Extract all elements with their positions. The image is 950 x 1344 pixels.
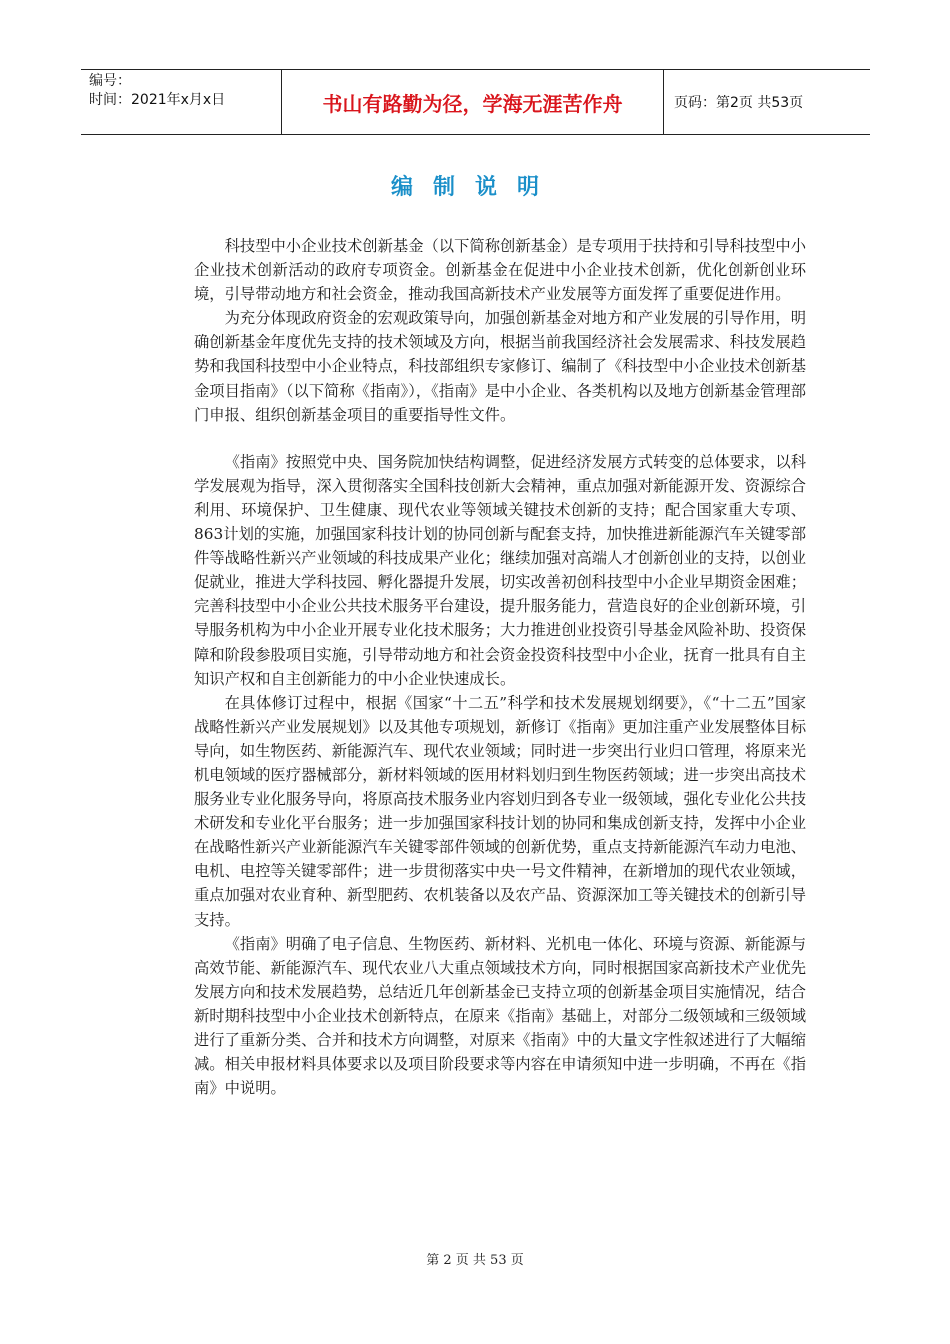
paragraph: 为充分体现政府资金的宏观政策导向，加强创新基金对地方和产业发展的引导作用，明确创新基金年度优先支持的技术领域及方向，根据当前我国经济社会发展需求、科技发展趋势和我国科技型中小企业特点，科技部组织专家修订、编制了《科技型中小企业技术创新基金项目指南》（以下简称《指南》），《指南》是中小企业、各类机构以及地方创新基金管理部门申报、组织创新基金项目的重要指导性文件。 [194, 309, 806, 424]
paragraph: 《指南》按照党中央、国务院加快结构调整，促进经济发展方式转变的总体要求，以科学发展观为指导，深入贯彻落实全国科技创新大会精神，重点加强对新能源开发、资源综合利用、环境保护、卫生健康、现代农业等领域关键技术创新的支持；配合国家重大专项、863计划的实施，加强国家科技计划的协同创新与配套支持，加快推进新能源汽车关键零部件等战略性新兴产业领域的科技成果产业化；继续加强对高端人才创新创业的支持，以创业促就业，推进大学科技园、孵化器提升发展，切实改善初创科技型中小企业早期资金困难；完善科技型中小企业公共技术服务平台建设，提升服务能力，营造良好的企业创新环境，引导服务机构为中小企业开展专业化技术服务；大力推进创业投资引导基金风险补助、投资保障和阶段参股项目实施，引导带动地方和社会资金投资科技型中小企业，抚育一批具有自主知识产权和自主创新能力的中小企业快速成长。 [194, 452, 806, 688]
paragraph: 科技型中小企业技术创新基金（以下简称创新基金）是专项用于扶持和引导科技型中小企业技术创新活动的政府专项资金。创新基金在促进中小企业技术创新，优化创新创业环境，引导带动地方和社会资金，推动我国高新技术产业发展等方面发挥了重要促进作用。 [194, 237, 806, 304]
header-motto: 书山有路勤为径，学海无涯苦作舟 [282, 70, 664, 134]
page-header [81, 69, 870, 135]
header-page-label: 页码：第2页 共53页 [674, 95, 804, 111]
paragraph: 在具体修订过程中，根据《国家“十二五”科学和技术发展规划纲要》，《“十二五”国家战略性新兴产业发展规划》以及其他专项规划，新修订《指南》更加注重产业发展整体目标导向，如生物医药、新能源汽车、现代农业领域；同时进一步突出行业归口管理，将原来光机电领域的医疗器械部分，新材料领域的医用材料划归到生物医药领域；进一步突出高技术服务业专业化服务导向，将原高技术服务业内容划归到各专业一级领域，强化专业化公共技术研发和专业化平台服务；进一步加强国家科技计划的协同和集成创新支持，发挥中小企业在战略性新兴产业新能源汽车关键零部件领域的创新优势，重点支持新能源汽车动力电池、电机、电控等关键零部件；进一步贯彻落实中央一号文件精神，在新增加的现代农业领域，重点加强对农业育种、新型肥药、农机装备以及农产品、资源深加工等关键技术的创新引导支持。 [194, 693, 806, 929]
paragraph: 《指南》明确了电子信息、生物医药、新材料、光机电一体化、环境与资源、新能源与高效节能、新能源汽车、现代农业八大重点领域技术方向，同时根据国家高新技术产业优先发展方向和技术发展趋势，总结近几年创新基金已支持立项的创新基金项目实施情况，结合新时期科技型中小企业技术创新特点，在原来《指南》基础上，对部分二级领域和三级领域进行了重新分类、合并和技术方向调整，对原来《指南》中的大量文字性叙述进行了大幅缩减。相关申报材料具体要求以及项目阶段要求等内容在申请须知中进一步明确，不再在《指南》中说明。 [194, 934, 806, 1098]
document-body [194, 234, 806, 1100]
document-number-label: 编号： [89, 73, 131, 89]
page-title: 编制说明 [390, 174, 559, 200]
document-date-label: 时间：2021年x月x日 [89, 92, 226, 108]
header-meta [81, 70, 282, 134]
page-footer: 第 2 页 共 53 页 [426, 1253, 524, 1268]
